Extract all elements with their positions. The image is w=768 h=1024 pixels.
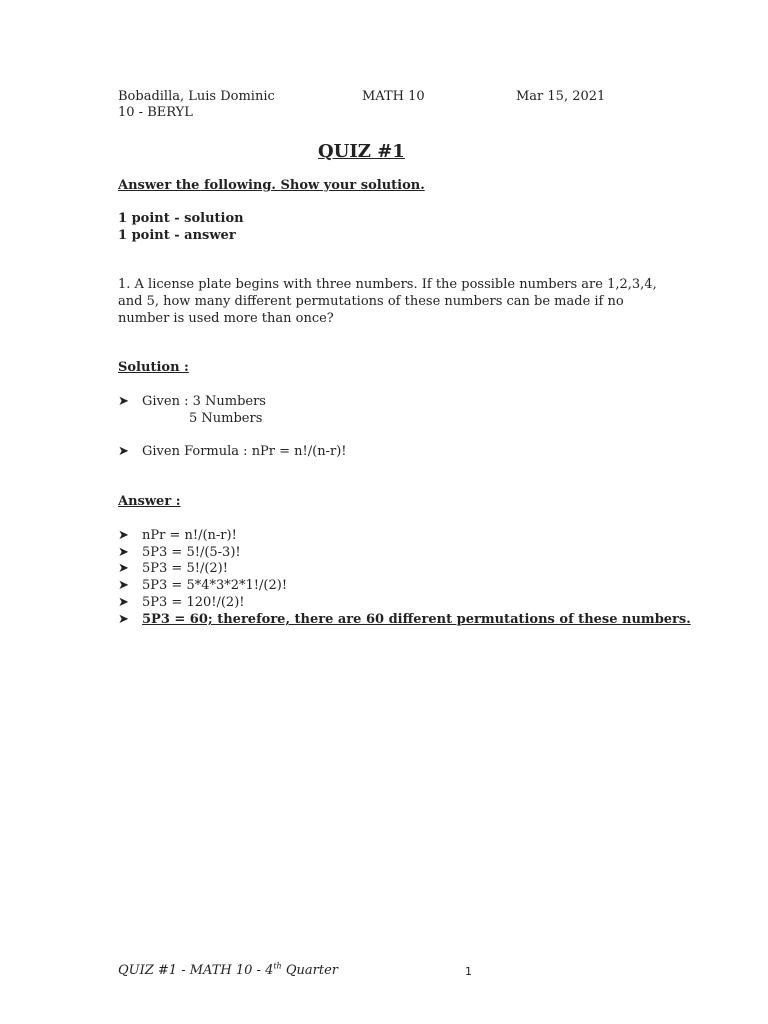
question-line: 1. A license plate begins with three numbers. If the possible numbers are 1,2,3,4, [118, 277, 657, 292]
final-answer-row [118, 612, 691, 627]
answer-step [118, 528, 237, 543]
question-line: number is used more than once? [118, 311, 334, 326]
scoring-answer: 1 point - answer [118, 228, 236, 243]
page-footer [118, 963, 338, 978]
arrowhead-bullet-icon: ➤ [118, 528, 129, 543]
question [118, 276, 657, 327]
arrowhead-bullet-icon: ➤ [118, 444, 129, 459]
given-second: 5 Numbers [189, 411, 263, 426]
section: 10 - BERYL [118, 105, 193, 120]
arrowhead-bullet-icon: ➤ [118, 612, 129, 627]
given-row [118, 394, 266, 409]
question-line: and 5, how many different permutations of these numbers can be made if no [118, 294, 624, 309]
arrowhead-bullet-icon: ➤ [118, 561, 129, 576]
answer-step [118, 578, 287, 593]
given-formula: Given Formula : nPr = n!/(n-r)! [142, 444, 347, 459]
answer-step-text: 5P3 = 120!/(2)! [142, 595, 245, 610]
answer-step-text: 5P3 = 5!/(2)! [142, 561, 228, 576]
footer-superscript: th [273, 961, 282, 971]
answer-step [118, 545, 241, 560]
arrowhead-bullet-icon: ➤ [118, 595, 129, 610]
answer-step-text: 5P3 = 5*4*3*2*1!/(2)! [142, 578, 288, 593]
footer-prefix: QUIZ #1 - MATH 10 - 4 [118, 963, 274, 978]
arrowhead-bullet-icon: ➤ [118, 394, 129, 409]
answer-heading: Answer : [118, 494, 181, 509]
subject: MATH 10 [362, 89, 425, 104]
scoring-solution: 1 point - solution [118, 211, 244, 226]
date: Mar 15, 2021 [516, 89, 606, 104]
answer-step [118, 561, 228, 576]
final-answer: 5P3 = 60; therefore, there are 60 different permutations of these numbers. [142, 612, 691, 627]
student-name: Bobadilla, Luis Dominic [118, 89, 275, 104]
formula-row [118, 444, 347, 459]
answer-step-text: nPr = n!/(n-r)! [142, 528, 237, 543]
footer-suffix: Quarter [281, 963, 338, 978]
solution-heading: Solution : [118, 360, 189, 375]
instructions: Answer the following. Show your solution. [118, 178, 425, 193]
answer-step [118, 595, 245, 610]
page-title: QUIZ #1 [318, 141, 405, 162]
page-number: 1 [465, 965, 472, 978]
answer-step-text: 5P3 = 5!/(5-3)! [142, 545, 241, 560]
given-label: Given : 3 Numbers [142, 394, 266, 409]
arrowhead-bullet-icon: ➤ [118, 545, 129, 560]
arrowhead-bullet-icon: ➤ [118, 578, 129, 593]
